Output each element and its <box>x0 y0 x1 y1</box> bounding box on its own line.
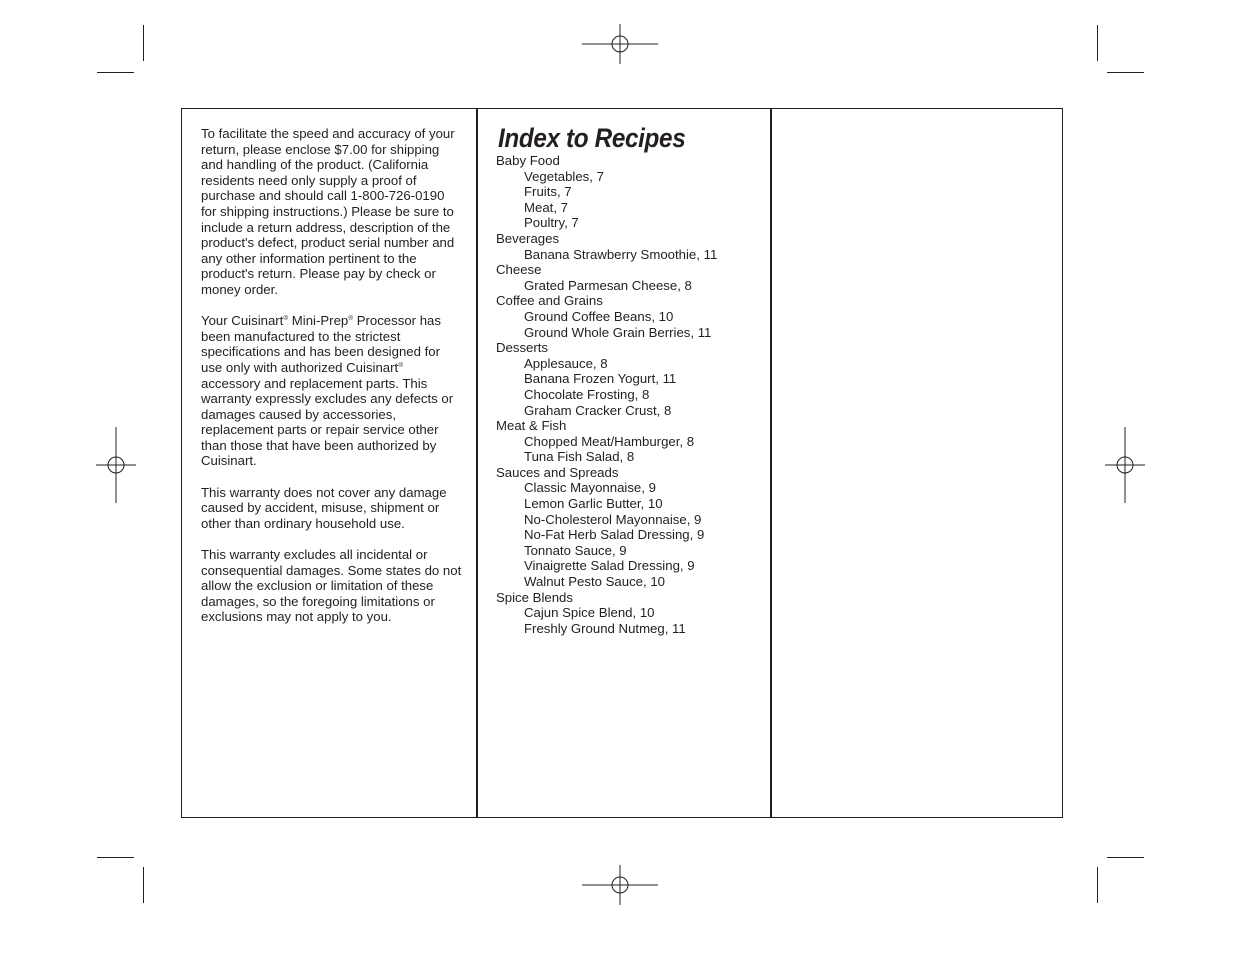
index-entry: Vegetables, 7 <box>524 168 604 184</box>
index-entry: No-Cholesterol Mayonnaise, 9 <box>524 511 702 527</box>
index-entry: Cajun Spice Blend, 10 <box>524 605 655 621</box>
index-entry: Banana Frozen Yogurt, 11 <box>524 371 677 387</box>
warranty-paragraph: This warranty excludes all incidental or consequential damages. Some states do not allow the exclusion or limitation of these damages, so the foregoing limitations or exclusions may not apply to you. <box>201 547 462 625</box>
registered-mark: ® <box>398 361 403 369</box>
index-entry: Ground Whole Grain Berries, 11 <box>524 324 712 340</box>
index-entry: Poultry, 7 <box>524 215 579 231</box>
index-category: Meat & Fish <box>496 418 567 434</box>
index-entry: Classic Mayonnaise, 9 <box>524 480 656 496</box>
warranty-paragraph: This warranty does not cover any damage caused by accident, misuse, shipment or other than ordinary household use. <box>201 484 447 531</box>
crop-mark <box>143 25 144 61</box>
index-entry: Tonnato Sauce, 9 <box>524 542 627 558</box>
warranty-text: Your Cuisinart <box>201 313 284 329</box>
index-category: Desserts <box>496 340 549 356</box>
index-entry: Vinaigrette Salad Dressing, 9 <box>524 558 695 574</box>
index-entry: Graham Cracker Crust, 8 <box>524 402 672 418</box>
warranty-text: Mini-Prep <box>288 313 349 329</box>
index-entry: Applesauce, 8 <box>524 355 608 371</box>
index-entry: Tuna Fish Salad, 8 <box>524 449 635 465</box>
index-category: Baby Food <box>496 153 560 168</box>
index-category: Cheese <box>496 262 542 278</box>
warranty-paragraph <box>201 313 463 469</box>
crop-mark <box>1097 867 1098 903</box>
registration-mark-icon <box>1105 427 1145 503</box>
crop-mark <box>97 857 134 858</box>
index-entry: Meat, 7 <box>524 199 568 215</box>
index-category: Sauces and Spreads <box>496 464 619 480</box>
index-entry: Walnut Pesto Sauce, 10 <box>524 574 665 590</box>
index-list <box>496 153 766 636</box>
index-entry: Lemon Garlic Butter, 10 <box>524 496 663 512</box>
registration-mark-icon <box>582 24 658 64</box>
registration-mark-icon <box>96 427 136 503</box>
crop-mark <box>1097 25 1098 61</box>
warranty-text: Processor has been manufactured to the strictest specifications and has been designed for use only with authorized Cuisinart <box>201 313 441 375</box>
registration-mark-icon <box>582 865 658 905</box>
warranty-paragraph: To facilitate the speed and accuracy of your return, please enclose $7.00 for shipping and handling of the product. (California residents need only supply a proof of purchase and should call 1-800-726-0190 for shipping instructions.) Please be sure to include a return address, description of the product's defect, product serial number and any other information pertinent to the product's return. Please pay by check or money order. <box>201 126 455 297</box>
column-divider <box>476 109 478 817</box>
index-entry: Ground Coffee Beans, 10 <box>524 308 674 324</box>
index-entry: Chocolate Frosting, 8 <box>524 386 650 402</box>
warranty-column <box>201 126 463 641</box>
crop-mark <box>1107 857 1144 858</box>
index-entry: Grated Parmesan Cheese, 8 <box>524 277 692 293</box>
warranty-text: accessory and replacement parts. This warranty expressly excludes any defects or damages caused by accessories, replacement parts or repair service other than those that have been authorized by Cuisinart. <box>201 375 454 469</box>
index-category: Spice Blends <box>496 589 573 605</box>
column-divider <box>770 109 772 817</box>
index-entry: No-Fat Herb Salad Dressing, 9 <box>524 527 705 543</box>
index-entry: Chopped Meat/Hamburger, 8 <box>524 433 695 449</box>
page-frame <box>181 108 1063 818</box>
index-entry: Freshly Ground Nutmeg, 11 <box>524 620 686 636</box>
crop-mark <box>97 72 134 73</box>
crop-mark <box>1107 72 1144 73</box>
index-entry: Banana Strawberry Smoothie, 11 <box>524 246 718 262</box>
crop-mark <box>143 867 144 903</box>
recipe-index <box>496 123 766 636</box>
page-title: Index to Recipes <box>498 123 686 153</box>
index-category: Beverages <box>496 230 560 246</box>
index-category: Coffee and Grains <box>496 293 603 309</box>
registered-mark: ® <box>283 315 289 323</box>
index-entry: Fruits, 7 <box>524 184 572 200</box>
registered-mark: ® <box>348 315 354 323</box>
